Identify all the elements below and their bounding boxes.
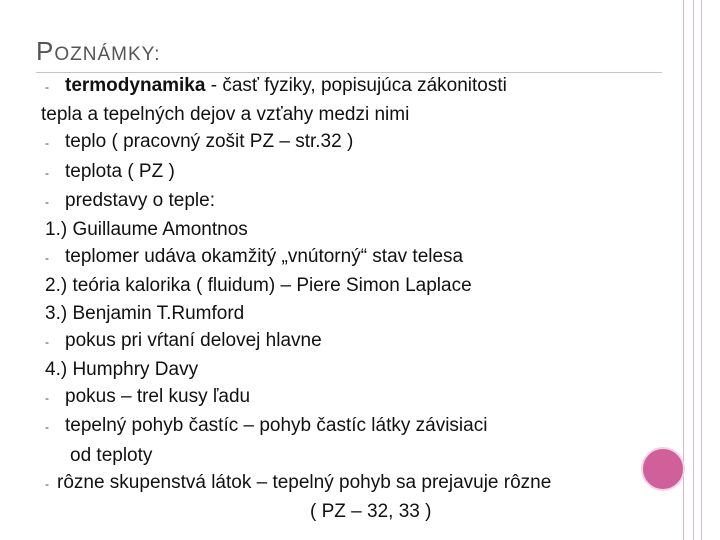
- decorative-rule: [701, 0, 702, 540]
- body-line: [45, 187, 645, 216]
- bullet-dash: -: [45, 391, 49, 406]
- line-text: ( PZ – 32, 33 ): [310, 501, 432, 523]
- bullet-dash: -: [45, 194, 49, 209]
- bullet-dash: -: [45, 251, 49, 266]
- line-text: od teploty: [70, 444, 153, 466]
- line-text: - časť fyziky, popisujúca zákonitosti: [205, 75, 507, 96]
- body-line: [45, 216, 645, 243]
- line-text: teplomer udáva okamžitý „vnútorný“ stav telesa: [65, 246, 464, 268]
- bullet-dash: -: [45, 136, 49, 151]
- line-text: 2.) teória kalorika ( fluidum) – Piere Simon Laplace: [45, 275, 472, 297]
- slide-body: [41, 72, 645, 525]
- bullet-dash: -: [45, 80, 49, 94]
- line-text: teplota ( PZ ): [65, 160, 175, 182]
- line-text: tepelný pohyb častíc – pohyb častíc látky závisiaci: [65, 415, 488, 437]
- body-line: [45, 383, 645, 412]
- body-line: [45, 272, 645, 299]
- line-text: rôzne skupenstvá látok – tepelný pohyb sa prejavuje rôzne: [57, 471, 552, 493]
- body-line: [45, 442, 645, 469]
- body-line: [45, 469, 645, 498]
- body-line: [45, 128, 645, 157]
- decorative-rule: [683, 0, 684, 540]
- title-rest: OZNÁMKY:: [54, 44, 161, 65]
- body-line: [45, 412, 645, 441]
- line-text: 3.) Benjamin T.Rumford: [45, 302, 245, 324]
- term-bold: termodynamika: [65, 75, 206, 96]
- slide-title: [36, 36, 161, 67]
- body-line: [45, 158, 645, 187]
- bullet-dash: -: [45, 165, 49, 180]
- decorative-rule: [693, 0, 694, 540]
- line-text: tepla a tepelných dejov a vzťahy medzi nimi: [41, 104, 410, 126]
- body-line: [45, 300, 645, 327]
- bullet-dash: -: [45, 334, 49, 349]
- bullet-dash: -: [45, 420, 49, 435]
- title-initial: P: [36, 36, 55, 66]
- line-text: predstavy o teple:: [65, 189, 215, 211]
- line-text: pokus – trel kusy ľadu: [65, 386, 251, 408]
- accent-circle: [641, 447, 685, 491]
- line-text: teplo ( pracovný zošit PZ – str.32 ): [65, 131, 354, 153]
- body-line: [41, 101, 645, 128]
- line-text: 1.) Guillaume Amontnos: [45, 219, 248, 241]
- body-line: [45, 498, 645, 525]
- line-text: 4.) Humphry Davy: [45, 359, 199, 381]
- bullet-dash: -: [45, 476, 49, 491]
- line-text: pokus pri vŕtaní delovej hlavne: [65, 329, 322, 351]
- body-line: [45, 243, 645, 272]
- body-line: [45, 327, 645, 356]
- body-line: [45, 356, 645, 383]
- body-line: [45, 72, 645, 101]
